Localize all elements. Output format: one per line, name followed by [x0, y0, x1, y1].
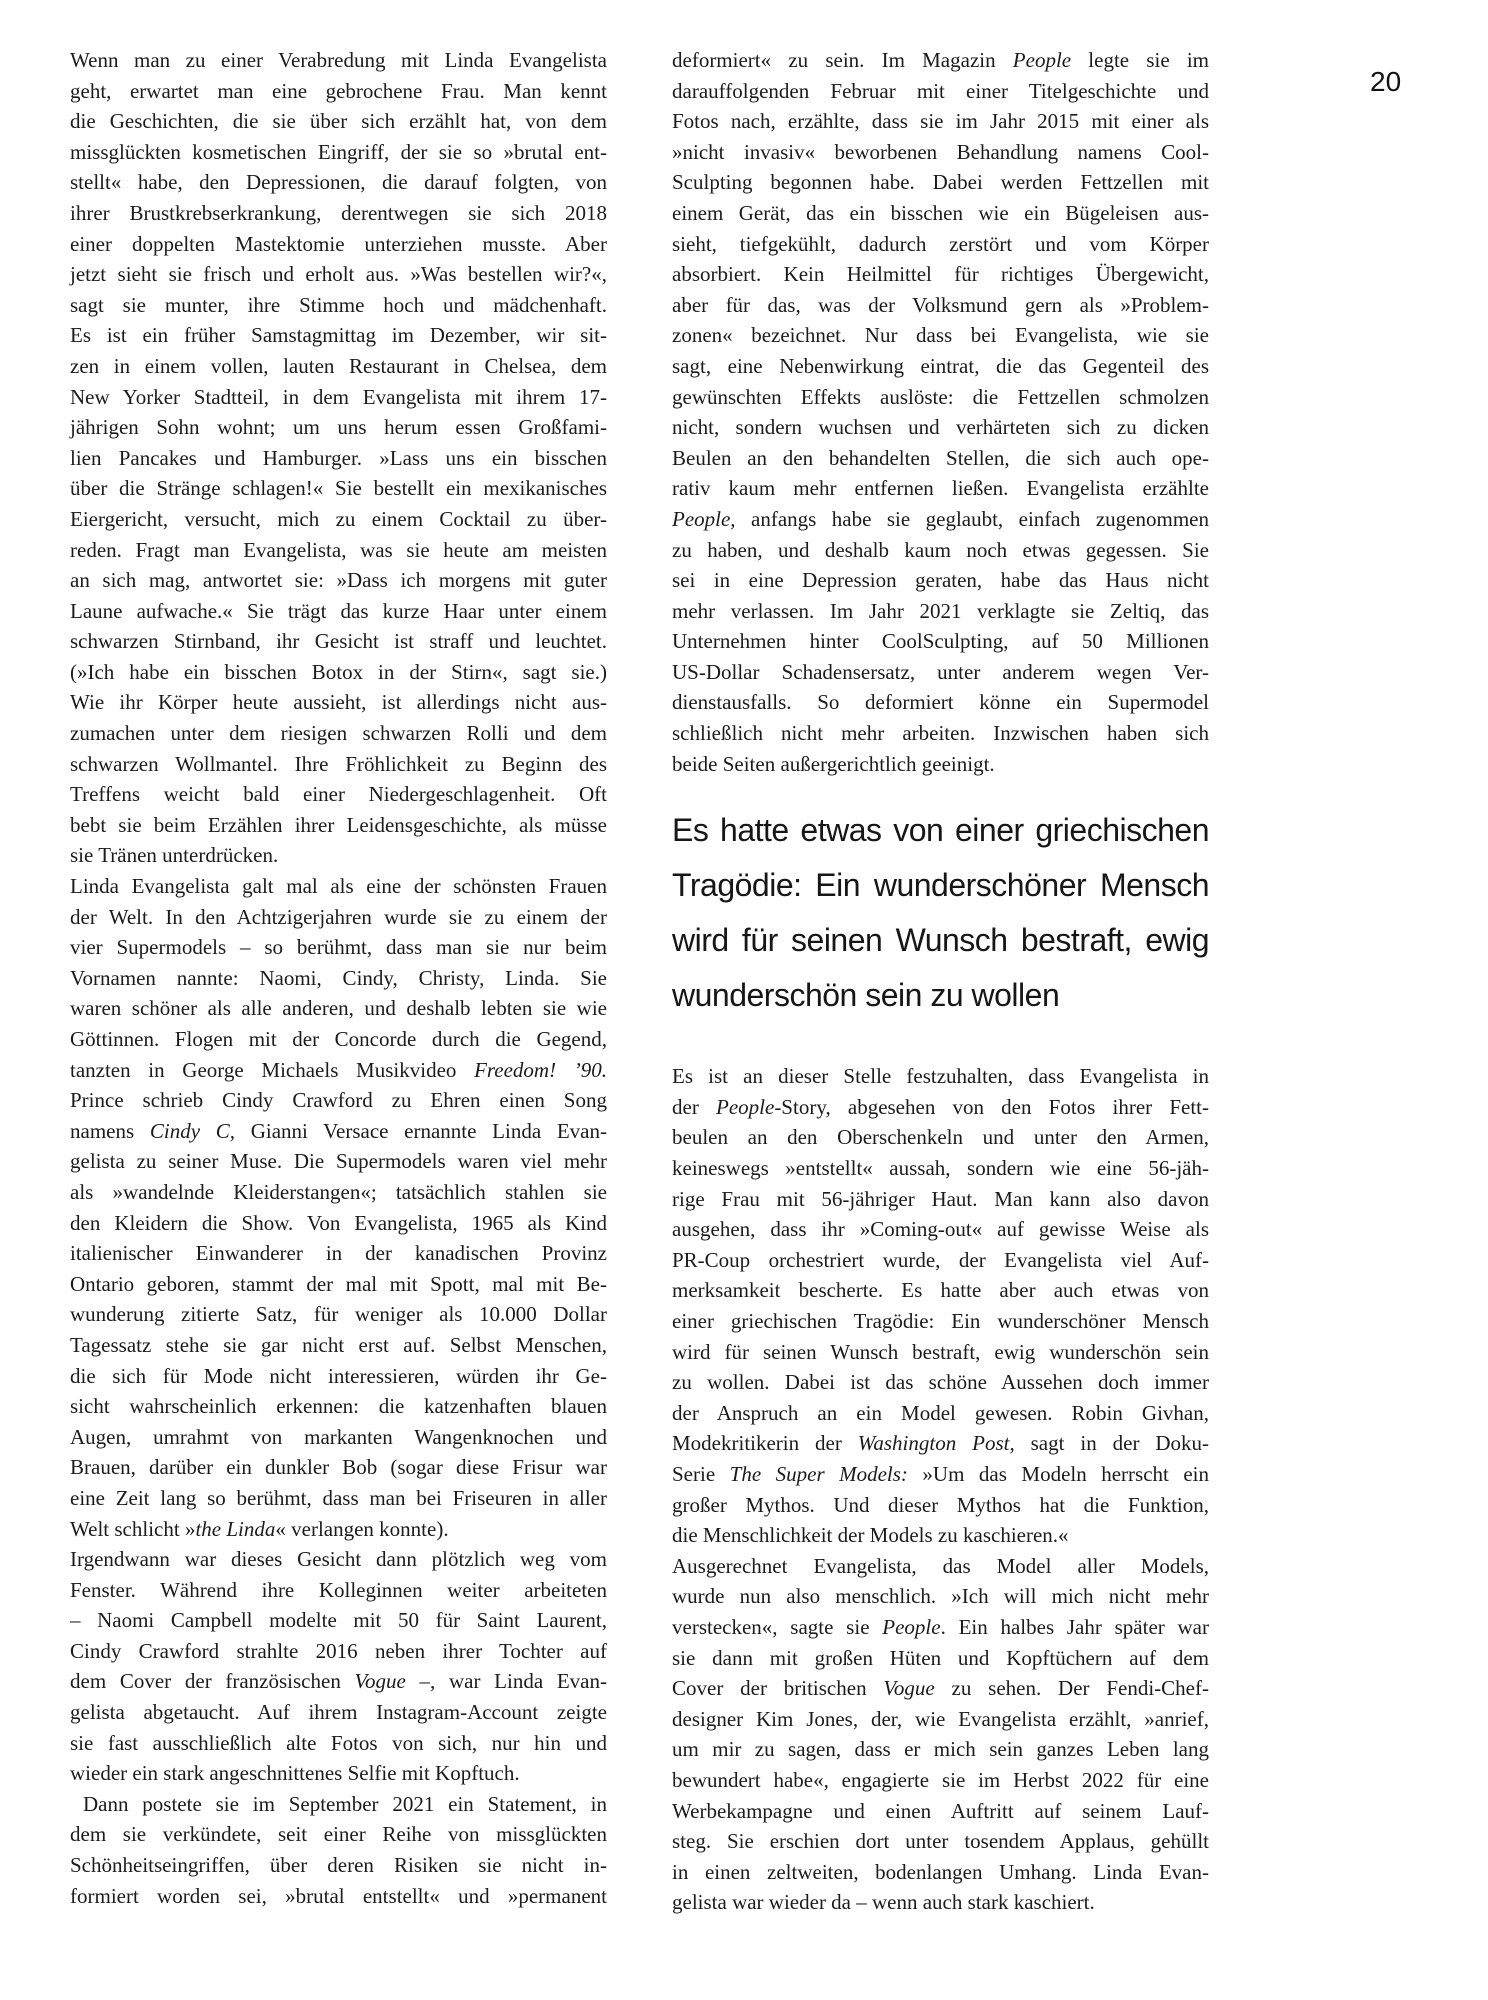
text-line: Vornamen nannte: Naomi, Cindy, Christy, Linda. Sie — [70, 965, 607, 990]
text-line: mehr verlassen. Im Jahr 2021 verklagte sie Zeltiq, das — [672, 598, 1209, 623]
text-line: New Yorker Stadtteil, in dem Evangelista mit ihrem 17- — [70, 384, 607, 409]
text-line: sie Tränen unterdrücken. — [70, 843, 279, 868]
text-line: Prince schrieb Cindy Crawford zu Ehren einen Song — [70, 1088, 607, 1113]
text-line: der Welt. In den Achtzigerjahren wurde sie zu einem der — [70, 904, 607, 929]
text-line: Treffens weicht bald einer Niedergeschlagenheit. Oft — [70, 782, 607, 807]
text-line: die sich für Mode nicht interessieren, würden ihr Ge- — [70, 1363, 607, 1388]
text-line: gelista abgetaucht. Auf ihrem Instagram-Account zeigte — [70, 1700, 607, 1725]
text-line: beide Seiten außergerichtlich geeinigt. — [672, 751, 995, 776]
text-line: Göttinnen. Flogen mit der Concorde durch die Gegend, — [70, 1027, 607, 1051]
pull-quote-line: wird für seinen Wunsch bestraft, ewig — [672, 922, 1209, 959]
text-line: einem Gerät, das ein bisschen wie ein Bügeleisen aus- — [672, 200, 1209, 225]
text-line: vier Supermodels – so berühmt, dass man sie nur beim — [70, 935, 607, 960]
text-line: gewünschten Effekts auslöste: die Fettzellen schmolzen — [672, 384, 1209, 409]
text-line: beulen an den Oberschenkeln und unter den Armen, — [672, 1125, 1209, 1150]
article-column-left — [70, 45, 607, 1911]
text-line: Eiergericht, versucht, mich zu einem Cocktail zu über- — [70, 506, 607, 531]
text-line: den Kleidern die Show. Von Evangelista, 1965 als Kind — [70, 1210, 607, 1235]
text-line: geht, erwartet man eine gebrochene Frau. Man kennt — [70, 78, 607, 103]
text-line: Schönheitseingriffen, über deren Risiken sie nicht in- — [70, 1853, 607, 1878]
text-line: schwarzen Wollmantel. Ihre Fröhlichkeit zu Beginn des — [70, 751, 607, 776]
text-line: (»Ich habe ein bisschen Botox in der Stirn«, sagt sie.) — [70, 659, 607, 684]
text-line: Wie ihr Körper heute aussieht, ist allerdings nicht aus- — [70, 690, 607, 715]
text-line: zumachen unter dem riesigen schwarzen Rolli und dem — [70, 721, 607, 746]
text-line: gelista zu seiner Muse. Die Supermodels waren viel mehr — [70, 1149, 607, 1174]
text-line: wird für seinen Wunsch bestraft, ewig wunderschön sein — [672, 1339, 1209, 1364]
text-line: Irgendwann war dieses Gesicht dann plötzlich weg vom — [70, 1547, 607, 1572]
paragraph — [672, 45, 1209, 779]
text-line: designer Kim Jones, der, wie Evangelista erzählt, »anrief, — [672, 1706, 1209, 1731]
text-line: um mir zu sagen, dass er mich sein ganzes Leben lang — [672, 1737, 1209, 1762]
text-line: sicht wahrscheinlich erkennen: die katzenhaften blauen — [70, 1394, 607, 1419]
text-line: zonen« bezeichnet. Nur dass bei Evangelista, wie sie — [672, 323, 1209, 348]
text-line: der People-Story, abgesehen von den Fotos ihrer Fett- — [672, 1094, 1209, 1119]
text-line: Dann postete sie im September 2021 ein Statement, in — [83, 1791, 607, 1816]
text-line: schließlich nicht mehr arbeiten. Inzwischen haben sich — [672, 721, 1209, 746]
text-line: zen in einem vollen, lauten Restaurant in Chelsea, dem — [70, 353, 607, 378]
text-line: schwarzen Stirnband, ihr Gesicht ist straff und leuchtet. — [70, 629, 607, 654]
text-line: zu wollen. Dabei ist das schöne Aussehen doch immer — [672, 1370, 1209, 1395]
text-line: tanzten in George Michaels Musikvideo Freedom! ’90. — [70, 1057, 607, 1082]
text-line: die Menschlichkeit der Models zu kaschieren.« — [672, 1523, 1069, 1548]
page-number: 20 — [1370, 66, 1402, 97]
text-line: Cover der britischen Vogue zu sehen. Der Fendi-Chef- — [672, 1676, 1209, 1701]
text-line: an sich mag, antwortet sie: »Dass ich morgens mit guter — [70, 568, 607, 593]
text-line: »nicht invasiv« beworbenen Behandlung namens Cool- — [672, 139, 1209, 164]
paragraph — [672, 1061, 1209, 1551]
text-line: wurde nun also menschlich. »Ich will mich nicht mehr — [672, 1584, 1209, 1609]
text-line: ausgehen, dass ihr »Coming-out« auf gewisse Weise als — [672, 1217, 1209, 1242]
text-line: missglückten kosmetischen Eingriff, der sie so »brutal ent- — [70, 139, 607, 164]
paragraph — [70, 1544, 607, 1789]
text-line: Es ist an dieser Stelle festzuhalten, dass Evangelista in — [672, 1064, 1209, 1089]
text-line: italienischer Einwanderer in der kanadischen Provinz — [70, 1241, 607, 1266]
text-line: jetzt sieht sie frisch und erholt aus. »Was bestellen wir?«, — [70, 262, 607, 287]
text-line: waren schöner als alle anderen, und deshalb lebten sie wie — [70, 996, 607, 1021]
paragraph — [70, 45, 607, 871]
text-line: Modekritikerin der Washington Post, sagt in der Doku- — [672, 1431, 1210, 1456]
text-line: gelista war wieder da – wenn auch stark kaschiert. — [672, 1890, 1095, 1915]
text-line: absorbiert. Kein Heilmittel für richtiges Übergewicht, — [672, 262, 1209, 287]
text-line: formiert worden sei, »brutal entstellt« und »permanent — [70, 1883, 607, 1908]
text-line: People, anfangs habe sie geglaubt, einfach zugenommen — [672, 506, 1209, 531]
text-line: dienstausfalls. So deformiert könne ein Supermodel — [672, 690, 1209, 715]
text-line: namens Cindy C, Gianni Versace ernannte Linda Evan- — [70, 1118, 607, 1143]
text-line: merksamkeit bescherte. Es hatte aber auch etwas von — [672, 1278, 1209, 1303]
text-line: großer Mythos. Und dieser Mythos hat die Funktion, — [672, 1492, 1209, 1517]
text-line: Ausgerechnet Evangelista, das Model aller Models, — [672, 1553, 1209, 1578]
text-line: US-Dollar Schadensersatz, unter anderem wegen Ver- — [672, 659, 1209, 684]
text-line: lien Pancakes und Hamburger. »Lass uns ein bisschen — [70, 445, 607, 470]
text-line: Unternehmen hinter CoolSculpting, auf 50 Millionen — [672, 629, 1209, 654]
text-line: rige Frau mit 56-jähriger Haut. Man kann also davon — [672, 1186, 1209, 1211]
text-line: reden. Fragt man Evangelista, was sie heute am meisten — [70, 537, 607, 562]
text-line: sagt, eine Nebenwirkung eintrat, die das Gegenteil des — [672, 353, 1209, 378]
text-line: Serie The Super Models: »Um das Modeln herrscht ein — [672, 1461, 1209, 1486]
text-line: Sculpting begonnen habe. Dabei werden Fettzellen mit — [672, 170, 1209, 195]
pull-quote-line: wunderschön sein zu wollen — [672, 977, 1060, 1014]
text-line: darauffolgenden Februar mit einer Titelgeschichte und — [672, 78, 1209, 103]
text-line: sie dann mit großen Hüten und Kopftüchern auf dem — [672, 1645, 1209, 1670]
paragraph — [70, 1789, 607, 1911]
text-line: eine Zeit lang so berühmt, dass man bei Friseuren in aller — [70, 1485, 607, 1510]
text-line: Werbekampagne und einen Auftritt auf seinem Lauf- — [672, 1798, 1209, 1823]
text-line: zu haben, und deshalb kaum noch etwas gegessen. Sie — [672, 537, 1209, 562]
text-line: sieht, tiefgekühlt, dadurch zerstört und vom Körper — [672, 231, 1209, 256]
text-line: in einen zeltweiten, bodenlangen Umhang. Linda Evan- — [672, 1859, 1209, 1884]
text-line: ihrer Brustkrebserkrankung, derentwegen sie sich 2018 — [70, 200, 607, 225]
text-line: sie fast ausschließlich alte Fotos von sich, nur hin und — [70, 1730, 607, 1755]
text-line: PR-Coup orchestriert wurde, der Evangelista viel Auf- — [672, 1247, 1209, 1272]
text-line: wunderung zitierte Satz, für weniger als 10.000 Dollar — [70, 1302, 607, 1327]
text-line: einer doppelten Mastektomie unterziehen musste. Aber — [70, 231, 607, 256]
text-line: nicht, sondern wuchsen und verhärteten sich zu dicken — [672, 415, 1209, 440]
text-line: Linda Evangelista galt mal als eine der schönsten Frauen — [70, 874, 607, 899]
text-line: dem Cover der französischen Vogue –, war Linda Evan- — [70, 1669, 607, 1694]
paragraph — [70, 871, 607, 1544]
text-line: rativ kaum mehr entfernen ließen. Evangelista erzählte — [672, 476, 1209, 501]
text-line: jährigen Sohn wohnt; um uns herum essen Großfami- — [70, 415, 607, 440]
text-line: Es ist ein früher Samstagmittag im Dezember, wir sit- — [70, 323, 607, 348]
text-line: verstecken«, sagte sie People. Ein halbes Jahr später war — [672, 1614, 1209, 1639]
text-line: steg. Sie erschien dort unter tosendem Applaus, gehüllt — [672, 1829, 1209, 1854]
text-line: Augen, umrahmt von markanten Wangenknochen und — [70, 1424, 607, 1449]
text-line: sagt sie munter, ihre Stimme hoch und mädchenhaft. — [70, 292, 607, 317]
text-line: bewundert habe«, engagierte sie im Herbst 2022 für eine — [672, 1767, 1209, 1792]
article-column-right — [672, 45, 1209, 1918]
text-line: die Geschichten, die sie über sich erzählt hat, von dem — [70, 109, 607, 134]
paragraph — [672, 1551, 1209, 1918]
text-line: sei in eine Depression geraten, habe das Haus nicht — [672, 568, 1209, 593]
text-line: aber für das, was der Volksmund gern als »Problem- — [672, 292, 1209, 317]
text-line: Ontario geboren, stammt der mal mit Spott, mal mit Be- — [70, 1271, 607, 1296]
text-line: Fotos nach, erzählte, dass sie im Jahr 2015 mit einer als — [672, 109, 1209, 134]
pull-quote-line: Tragödie: Ein wunderschöner Mensch — [672, 867, 1209, 904]
text-line: als »wandelnde Kleiderstangen«; tatsächlich stahlen sie — [70, 1179, 607, 1204]
text-line: über die Stränge schlagen!« Sie bestellt ein mexikanisches — [70, 476, 607, 501]
text-line: Laune aufwache.« Sie trägt das kurze Haar unter einem — [70, 598, 607, 623]
pull-quote — [672, 803, 1209, 1023]
text-line: bebt sie beim Erzählen ihrer Leidensgeschichte, als müsse — [70, 812, 607, 837]
text-line: Wenn man zu einer Verabredung mit Linda Evangelista — [70, 48, 607, 72]
text-line: Tagessatz stehe sie gar nicht erst auf. Selbst Menschen, — [70, 1332, 607, 1357]
text-line: Fenster. Während ihre Kolleginnen weiter arbeiteten — [70, 1577, 607, 1602]
text-line: einer griechischen Tragödie: Ein wunderschöner Mensch — [672, 1309, 1209, 1333]
text-line: deformiert« zu sein. Im Magazin People legte sie im — [672, 48, 1209, 72]
text-line: stellt« habe, den Depressionen, die darauf folgten, von — [70, 170, 607, 195]
text-line: dem sie verkündete, seit einer Reihe von missglückten — [70, 1822, 607, 1847]
text-line: wieder ein stark angeschnittenes Selfie mit Kopftuch. — [70, 1761, 520, 1786]
text-line: keineswegs »entstellt« aussah, sondern wie eine 56-jäh- — [672, 1156, 1209, 1181]
text-line: – Naomi Campbell modelte mit 50 für Saint Laurent, — [70, 1608, 607, 1633]
text-line: Welt schlicht »the Linda« verlangen konnte). — [70, 1516, 449, 1541]
text-line: Brauen, darüber ein dunkler Bob (sogar diese Frisur war — [70, 1455, 607, 1480]
text-line: Cindy Crawford strahlte 2016 neben ihrer Tochter auf — [70, 1638, 607, 1663]
text-line: Beulen an den behandelten Stellen, die sich auch ope- — [672, 445, 1209, 470]
text-line: der Anspruch an ein Model gewesen. Robin Givhan, — [672, 1400, 1209, 1425]
pull-quote-line: Es hatte etwas von einer griechischen — [672, 812, 1209, 849]
